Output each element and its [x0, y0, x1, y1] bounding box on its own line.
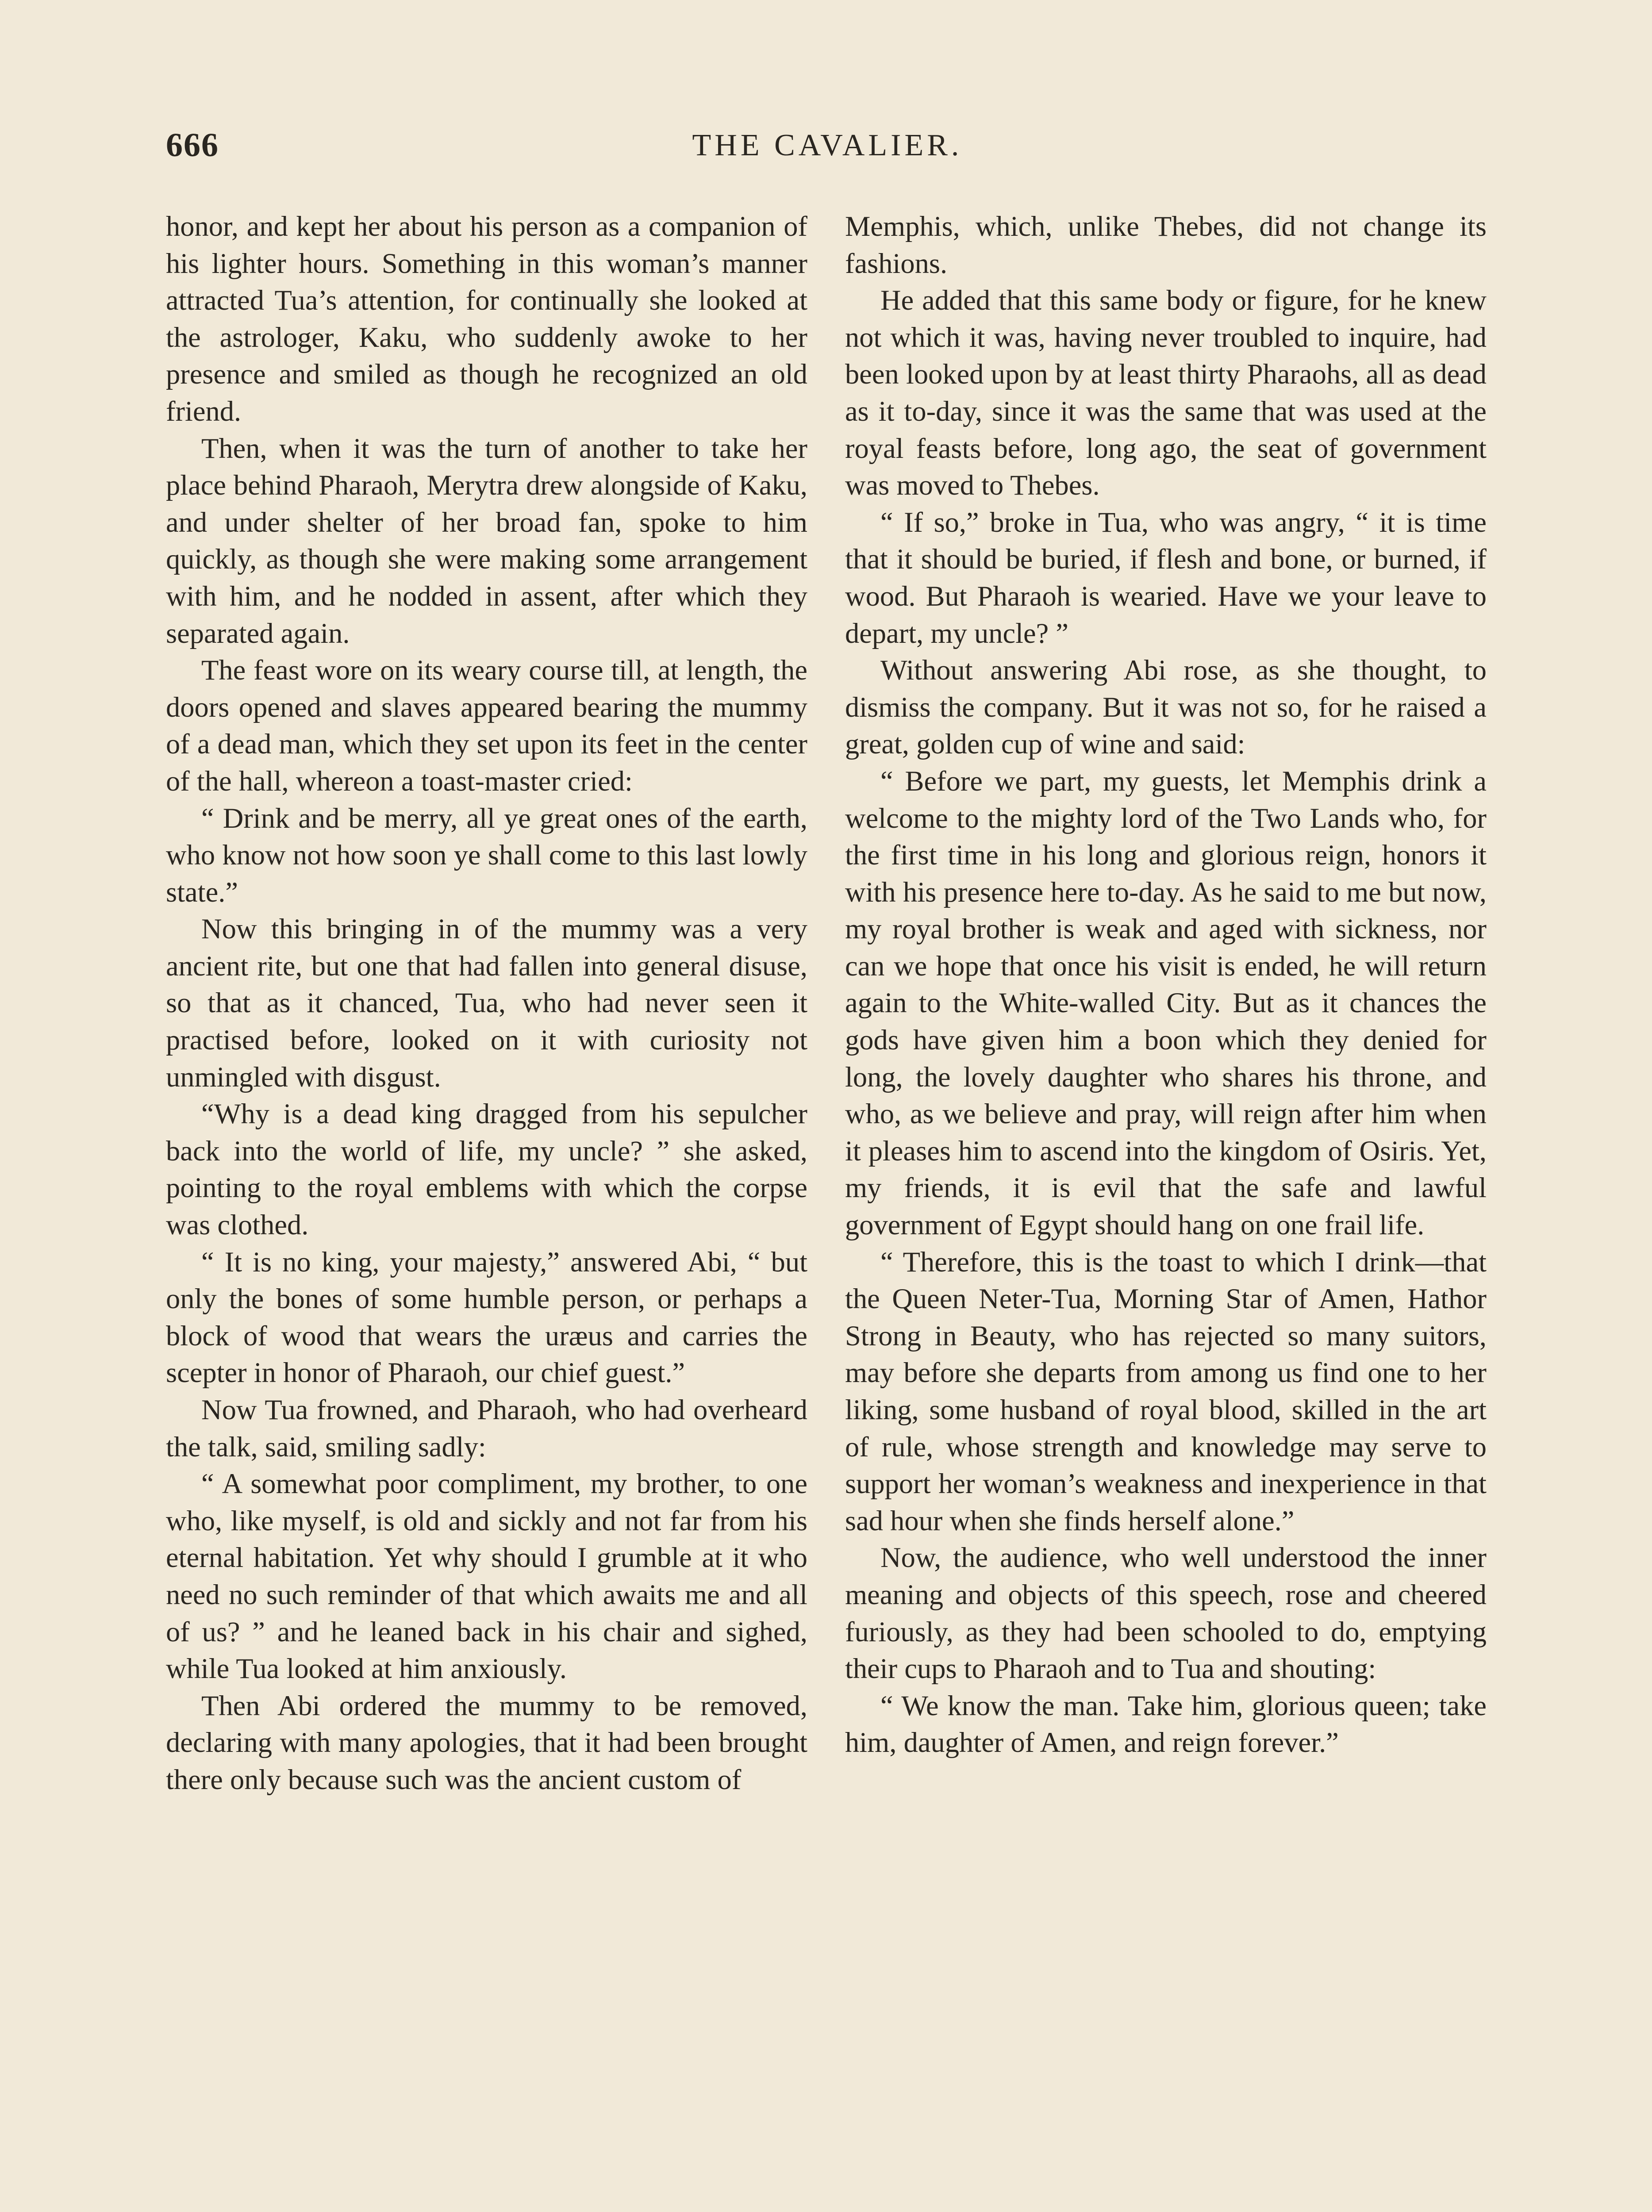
paragraph-continued: Memphis, which, unlike Thebes, did not change its fashions. — [845, 211, 1487, 279]
paragraph: “ A somewhat poor compliment, my brother, to one who, like myself, is old and sickly and not far from his eternal habitation. Yet why should I grumble at it who need no such reminder of that which awaits me and all of us? ” and he leaned back in his chair and sighed, while Tua looked at him anxiously. — [166, 1468, 807, 1685]
running-title: THE CAVALIER. — [692, 128, 963, 162]
paragraph: “Why is a dead king dragged from his sepulcher back into the world of life, my uncle? ” she asked, pointing to the royal emblems with which the corpse was clothed. — [166, 1098, 807, 1241]
left-column — [166, 208, 807, 2212]
paragraph: “ Therefore, this is the toast to which I drink—that the Queen Neter-Tua, Morning Star of Amen, Hathor Strong in Beauty, who has rejected so many suitors, may before she departs from among us find one to her liking, some husband of royal blood, skilled in the art of rule, whose strength and knowledge may serve to support her woman’s weakness and inexperience in that sad hour when she finds herself alone.” — [845, 1246, 1487, 1536]
page-header — [166, 126, 1489, 179]
paragraph: “ If so,” broke in Tua, who was angry, “ it is time that it should be buried, if flesh and bone, or burned, if wood. But Pharaoh is wearied. Have we your leave to depart, my uncle? ” — [845, 506, 1487, 649]
paragraph: “ Before we part, my guests, let Memphis drink a welcome to the mighty lord of the Two Lands who, for the first time in his long and glorious reign, honors it with his presence here to-day. As he said to me but now, my royal brother is weak and aged with sickness, nor can we hope that once his visit is ended, he will return again to the White-walled City. But as it chances the gods have given him a boon which they denied for long, the lovely daughter who shares his throne, and who, as we believe and pray, will reign after him when it pleases him to ascend into the kingdom of Osiris. Yet, my friends, it is evil that the safe and lawful government of Egypt should hang on one frail life. — [845, 765, 1487, 1241]
paragraph: Now this bringing in of the mummy was a very ancient rite, but one that had fallen into general disuse, so that as it chanced, Tua, who had never seen it practised before, looked on it with curiosity not unmingled with disgust. — [166, 913, 807, 1093]
paragraph: He added that this same body or figure, for he knew not which it was, having never troubled to inquire, had been looked upon by at least thirty Pharaohs, all as dead as it to-day, since it was the same that was used at the royal feasts before, long ago, the seat of government was moved to Thebes. — [845, 284, 1487, 501]
paragraph: Now Tua frowned, and Pharaoh, who had overheard the talk, said, smiling sadly: — [166, 1394, 807, 1463]
paragraph: honor, and kept her about his person as a companion of his lighter hours. Something in this woman’s manner attracted Tua’s attention, for continually she looked at the astrologer, Kaku, who suddenly awoke to her presence and smiled as though he recognized an old friend. — [166, 211, 807, 427]
paragraph: Now, the audience, who well understood the inner meaning and objects of this speech, rose and cheered furiously, as they had been schooled to do, emptying their cups to Pharaoh and to Tua and shouting: — [845, 1542, 1487, 1685]
paragraph: Then Abi ordered the mummy to be removed, declaring with many apologies, that it had been brought there only because such was the ancient custom of — [166, 1690, 807, 1795]
paragraph: “ It is no king, your majesty,” answered Abi, “ but only the bones of some humble person, or perhaps a block of wood that wears the uræus and carries the scepter in honor of Pharaoh, our chief guest.” — [166, 1246, 807, 1389]
paragraph: The feast wore on its weary course till, at length, the doors opened and slaves appeared bearing the mummy of a dead man, which they set upon its feet in the center of the hall, whereon a toast-master cried: — [166, 654, 807, 797]
paragraph: “ Drink and be merry, all ye great ones of the earth, who know not how soon ye shall come to this last lowly state.” — [166, 802, 807, 908]
page-number: 666 — [166, 127, 219, 164]
right-column — [845, 208, 1487, 2212]
paragraph: Then, when it was the turn of another to take her place behind Pharaoh, Merytra drew alongside of Kaku, and under shelter of her broad fan, spoke to him quickly, as though she were making some arrangement with him, and he nodded in assent, after which they separated again. — [166, 432, 807, 649]
paragraph: “ We know the man. Take him, glorious queen; take him, daughter of Amen, and reign forever.” — [845, 1690, 1487, 1759]
paragraph: Without answering Abi rose, as she thought, to dismiss the company. But it was not so, for he raised a great, golden cup of wine and said: — [845, 654, 1487, 760]
